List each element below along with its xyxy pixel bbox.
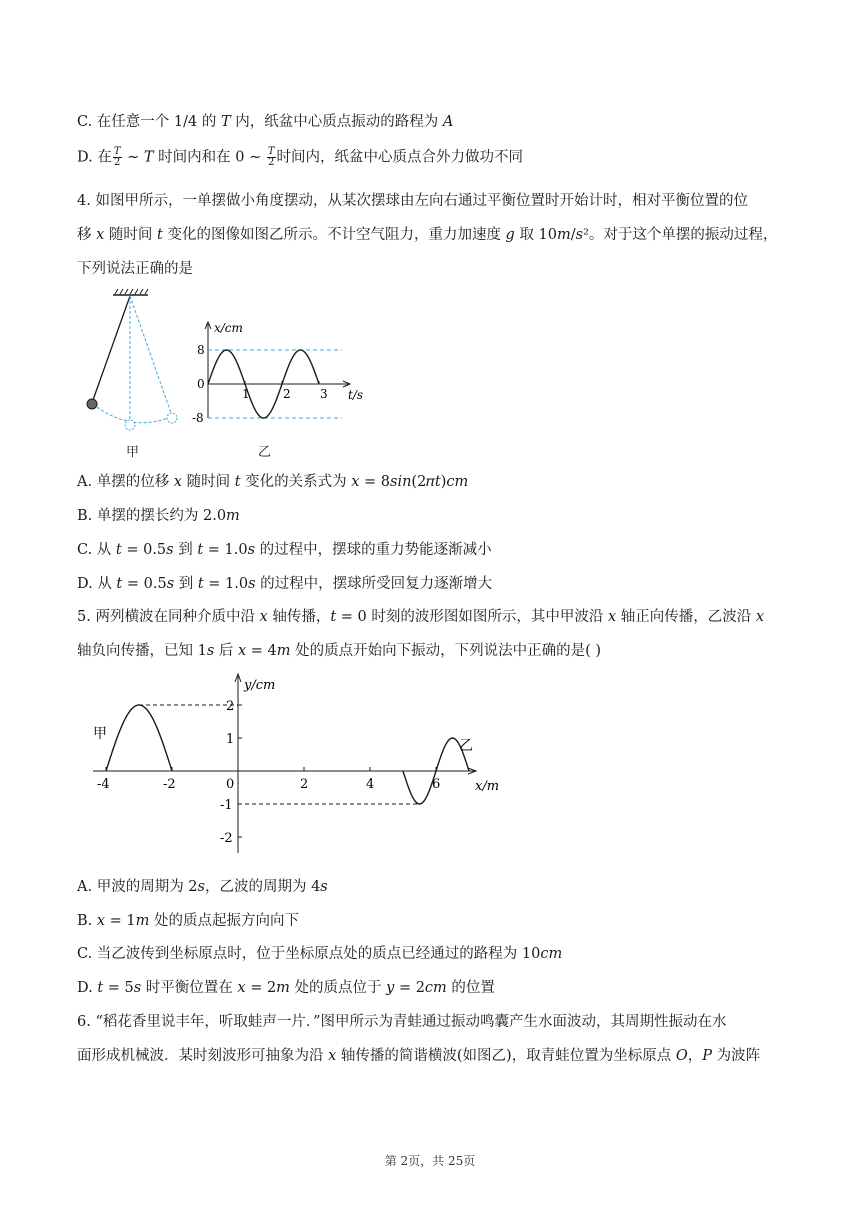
bob-equilibrium-position (125, 420, 135, 430)
q3-option-c: C. 在任意一个 1/4 的 𝑇 内，纸盆中心质点振动的路程为 𝐴 (77, 114, 454, 130)
q3-option-d (77, 147, 787, 168)
q4-stem-line1: 4. 如图甲所示，一单摆做小角度摆动，从某次摆球由左向右通过平衡位置时开始计时，相对平衡位置的位 (77, 193, 748, 209)
y-tick-label-0: 2 (226, 699, 235, 714)
page-footer: 第 2页，共 25页 (384, 1154, 476, 1168)
x-tick-label-4: 4 (366, 777, 375, 792)
x-tick-label-1: 2 (283, 387, 291, 401)
q3-option-d-middle: ∼ 𝑇 时间内和在 0 ∼ (127, 149, 262, 166)
bob-right-position (167, 413, 177, 423)
figure-yi-label: 乙 (258, 445, 272, 460)
x-tick-label-2: 3 (320, 387, 328, 401)
fraction-t-over-2: $\frac{T}{2}$ (113, 146, 121, 168)
wave-yi-label: 乙 (459, 738, 473, 754)
q4-option-a: A. 单摆的位移 𝑥 随时间 𝑡 变化的关系式为 𝑥 = 8𝑠𝑖𝑛(2𝜋𝑡)𝑐𝑚 (77, 474, 469, 490)
wave-jia-curve (106, 705, 172, 771)
y-tick-label-1: 0 (197, 377, 205, 391)
x-tick-label-0: -4 (97, 777, 110, 792)
y-tick-label-0: 8 (197, 343, 205, 357)
q4-stem-line2: 移 𝑥 随时间 𝑡 变化的图像如图乙所示。不计空气阻力，重力加速度 𝑔 取 10𝑚/𝑠²。对于这个单摆的振动过程， (77, 227, 778, 243)
y-axis-label: x/cm (214, 321, 243, 335)
x-tick-label-1: -2 (163, 777, 176, 792)
right-extreme-string (130, 296, 171, 413)
q4-stem-line3: 下列说法正确的是 (77, 261, 193, 277)
y-tick-label-1: 1 (226, 732, 235, 747)
y-tick-label-2: -1 (220, 798, 233, 813)
fraction-t-over-2-second: $\frac{T}{2}$ (267, 146, 275, 168)
ceiling-hatch (115, 289, 148, 294)
q5-stem-line2: 轴负向传播，已知 1𝑠 后 𝑥 = 4𝑚 处的质点开始向下振动，下列说法中正确的是( ) (77, 643, 602, 659)
q3-option-d-prefix: D. 在 (77, 149, 112, 166)
q5-option-c: C. 当乙波传到坐标原点时，位于坐标原点处的质点已经通过的路程为 10𝑐𝑚 (77, 946, 563, 962)
q6-stem-line1: 6. “稻花香里说丰年，听取蛙声一片．”图甲所示为青蛙通过振动鸣囊产生水面波动，其周期性振动在水 (77, 1014, 727, 1030)
q3-option-d-suffix: 时间内，纸盆中心质点合外力做功不同 (276, 149, 524, 166)
q5-option-a: A. 甲波的周期为 2𝑠，乙波的周期为 4𝑠 (77, 879, 328, 895)
wave-graph (75, 668, 515, 868)
figure-jia-label: 甲 (126, 445, 140, 460)
x-tick-label-5: 6 (432, 777, 441, 792)
q4-option-b: B. 单摆的摆长约为 2.0𝑚 (77, 508, 240, 524)
q5-option-d: D. 𝑡 = 5𝑠 时平衡位置在 𝑥 = 2𝑚 处的质点位于 𝑦 = 2𝑐𝑚 的位置 (77, 980, 495, 996)
q6-stem-line2: 面形成机械波．某时刻波形可抽象为沿 𝑥 轴传播的简谐横波(如图乙)，取青蛙位置为坐标原点 𝑂，𝑃 为波阵 (77, 1048, 761, 1064)
q5-option-b: B. 𝑥 = 1𝑚 处的质点起振方向向下 (77, 913, 300, 929)
y-tick-label-3: -2 (220, 831, 233, 846)
y-axis-label: y/cm (244, 678, 276, 693)
oscillation-graph (190, 318, 370, 463)
q5-stem-line1: 5. 两列横波在同种介质中沿 𝑥 轴传播，𝑡 = 0 时刻的波形图如图所示，其中甲波沿 𝑥 轴正向传播，乙波沿 𝑥 (77, 609, 765, 625)
pendulum-figure (80, 288, 200, 463)
x-tick-label-0: 1 (242, 387, 250, 401)
wave-jia-label: 甲 (93, 726, 107, 742)
pendulum-bob (87, 399, 97, 409)
x-axis-label: t/s (348, 388, 364, 402)
x-axis-label: x/m (475, 779, 500, 794)
x-tick-label-3: 2 (300, 777, 309, 792)
q4-option-d: D. 从 𝑡 = 0.5𝑠 到 𝑡 = 1.0𝑠 的过程中，摆球所受回复力逐渐增大 (77, 576, 493, 592)
pendulum-string (93, 296, 130, 400)
x-tick-label-2: 0 (226, 777, 235, 792)
y-tick-label-2: -8 (192, 411, 204, 425)
q4-option-c: C. 从 𝑡 = 0.5𝑠 到 𝑡 = 1.0𝑠 的过程中，摆球的重力势能逐渐减小 (77, 542, 492, 558)
